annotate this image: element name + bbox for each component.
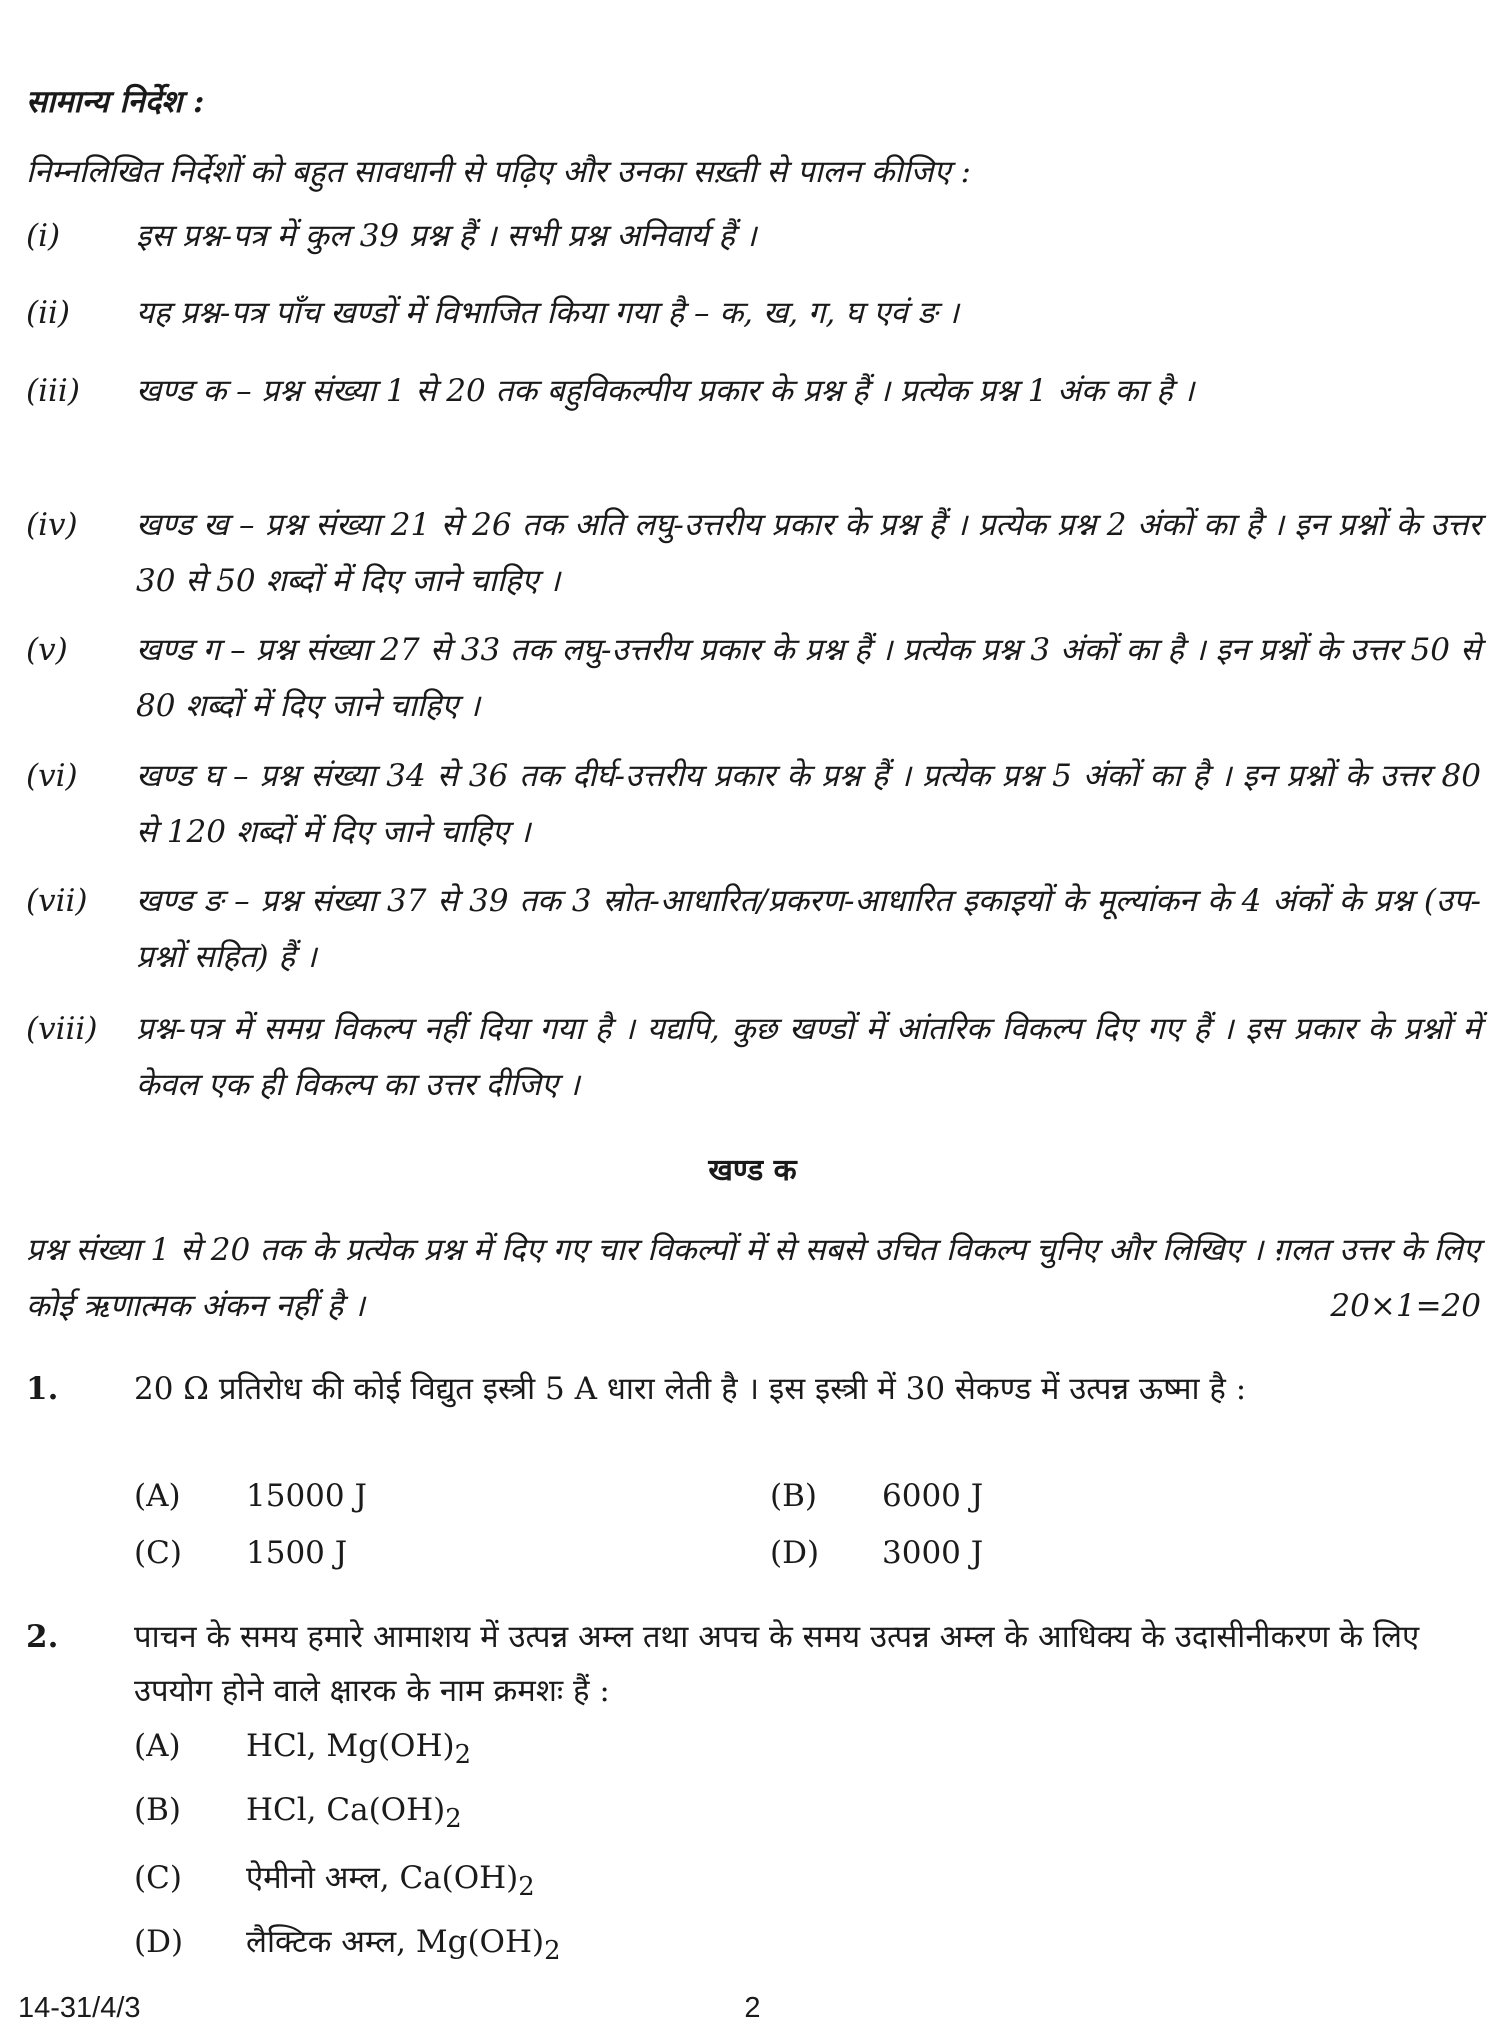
instruction-text: खण्ड घ – प्रश्न संख्या 34 से 36 तक दीर्घ-उत्तरीय प्रकार के प्रश्न हैं । प्रत्येक प्रश्न 5 अंकों का है । इन प्रश्नों के उत्तर 80 से 120 शब्दों में दिए जाने चाहिए ।	[136, 758, 1481, 850]
option-label: (D)	[770, 1535, 820, 1571]
section-marks: 20×1=20	[1330, 1288, 1481, 1324]
option-text: 15000 J	[246, 1478, 367, 1514]
instruction-text: खण्ड ग – प्रश्न संख्या 27 से 33 तक लघु-उत्तरीय प्रकार के प्रश्न हैं । प्रत्येक प्रश्न 3 अंकों का है । इन प्रश्नों के उत्तर 50 से 80 शब्दों में दिए जाने चाहिए ।	[136, 632, 1481, 724]
instruction-item	[26, 748, 1481, 860]
instruction-item	[26, 622, 1481, 734]
instruction-number: (ii)	[26, 295, 71, 331]
instruction-text: खण्ड क – प्रश्न संख्या 1 से 20 तक बहुविकल्पीय प्रकार के प्रश्न हैं । प्रत्येक प्रश्न 1 अंक का है ।	[136, 373, 1195, 409]
instruction-number: (iii)	[26, 373, 80, 409]
paper-code: 14-31/4/3	[18, 1992, 141, 2024]
instruction-number: (i)	[26, 218, 61, 254]
instruction-item	[26, 208, 1481, 264]
instruction-number: (vi)	[26, 758, 78, 794]
question-number: 2.	[26, 1619, 59, 1655]
option	[134, 1792, 462, 1834]
instruction-item	[26, 497, 1481, 609]
instruction-item	[26, 873, 1481, 985]
instruction-number: (viii)	[26, 1011, 98, 1047]
option-label: (B)	[770, 1478, 817, 1514]
question	[26, 1610, 1481, 1718]
option	[134, 1856, 535, 1902]
general-instructions-heading: सामान्य निर्देश :	[26, 84, 205, 120]
option-text: लैक्टिक अम्ल, Mg(OH)	[246, 1924, 545, 1960]
instruction-text: प्रश्न-पत्र में समग्र विकल्प नहीं दिया गया है । यद्यपि, कुछ खण्डों में आंतरिक विकल्प दिए गए हैं । इस प्रकार के प्रश्नों में केवल एक ही विकल्प का उत्तर दीजिए ।	[136, 1011, 1481, 1103]
option	[134, 1728, 471, 1770]
option-label: (C)	[134, 1535, 182, 1571]
question-number: 1.	[26, 1371, 59, 1407]
option	[134, 1535, 347, 1571]
question-text: 20 Ω प्रतिरोध की कोई विद्युत इस्त्री 5 A धारा लेती है । इस इस्त्री में 30 सेकण्ड में उत्पन्न ऊष्मा है :	[134, 1371, 1247, 1407]
option	[134, 1920, 561, 1966]
instruction-item	[26, 1001, 1481, 1113]
instruction-item	[26, 285, 1481, 341]
option-subscript: 2	[445, 1804, 462, 1835]
option	[134, 1478, 367, 1514]
page-number: 2	[744, 1992, 761, 2024]
option-label: (A)	[134, 1728, 181, 1764]
option	[770, 1535, 983, 1571]
instruction-text: खण्ड ङ – प्रश्न संख्या 37 से 39 तक 3 स्रोत-आधारित/प्रकरण-आधारित इकाइयों के मूल्यांकन के 4 अंकों के प्रश्न (उप-प्रश्नों सहित) हैं ।	[136, 883, 1481, 975]
instruction-text: यह प्रश्न-पत्र पाँच खण्डों में विभाजित किया गया है – क, ख, ग, घ एवं ङ ।	[136, 295, 959, 331]
option-subscript: 2	[518, 1872, 535, 1903]
option-text: 6000 J	[882, 1478, 984, 1514]
option-label: (D)	[134, 1924, 184, 1960]
option-label: (C)	[134, 1860, 182, 1896]
question	[26, 1362, 1481, 1416]
section-title: खण्ड क	[708, 1153, 797, 1188]
section-intro-text: प्रश्न संख्या 1 से 20 तक के प्रत्येक प्रश्न में दिए गए चार विकल्पों में से सबसे उचित विकल्प चुनिए और लिखिए । ग़लत उत्तर के लिए कोई ऋणात्मक अंकन नहीं है ।	[26, 1232, 1480, 1324]
option-text: 1500 J	[246, 1535, 348, 1571]
option-label: (A)	[134, 1478, 181, 1514]
option-text: ऐमीनो अम्ल, Ca(OH)	[246, 1860, 519, 1896]
question-text: पाचन के समय हमारे आमाशय में उत्पन्न अम्ल तथा अपच के समय उत्पन्न अम्ल के आधिक्य के उदासीनीकरण के लिए उपयोग होने वाले क्षारक के नाम क्रमशः हैं :	[134, 1619, 1420, 1709]
instruction-number: (iv)	[26, 507, 78, 543]
general-instructions-intro: निम्नलिखित निर्देशों को बहुत सावधानी से पढ़िए और उनका सख़्ती से पालन कीजिए :	[26, 154, 971, 190]
instruction-number: (vii)	[26, 883, 88, 919]
option-text: HCl, Ca(OH)	[246, 1792, 446, 1828]
option	[770, 1478, 983, 1514]
option-label: (B)	[134, 1792, 181, 1828]
option-text: HCl, Mg(OH)	[246, 1728, 455, 1764]
instruction-text: इस प्रश्न-पत्र में कुल 39 प्रश्न हैं । सभी प्रश्न अनिवार्य हैं ।	[136, 218, 757, 254]
option-subscript: 2	[454, 1740, 472, 1771]
instruction-item	[26, 363, 1481, 419]
instruction-number: (v)	[26, 632, 68, 668]
instruction-text: खण्ड ख – प्रश्न संख्या 21 से 26 तक अति लघु-उत्तरीय प्रकार के प्रश्न हैं । प्रत्येक प्रश्न 2 अंकों का है । इन प्रश्नों के उत्तर 30 से 50 शब्दों में दिए जाने चाहिए ।	[136, 507, 1481, 599]
option-text: 3000 J	[882, 1535, 984, 1571]
option-subscript: 2	[544, 1936, 561, 1967]
section-intro	[26, 1222, 1481, 1334]
